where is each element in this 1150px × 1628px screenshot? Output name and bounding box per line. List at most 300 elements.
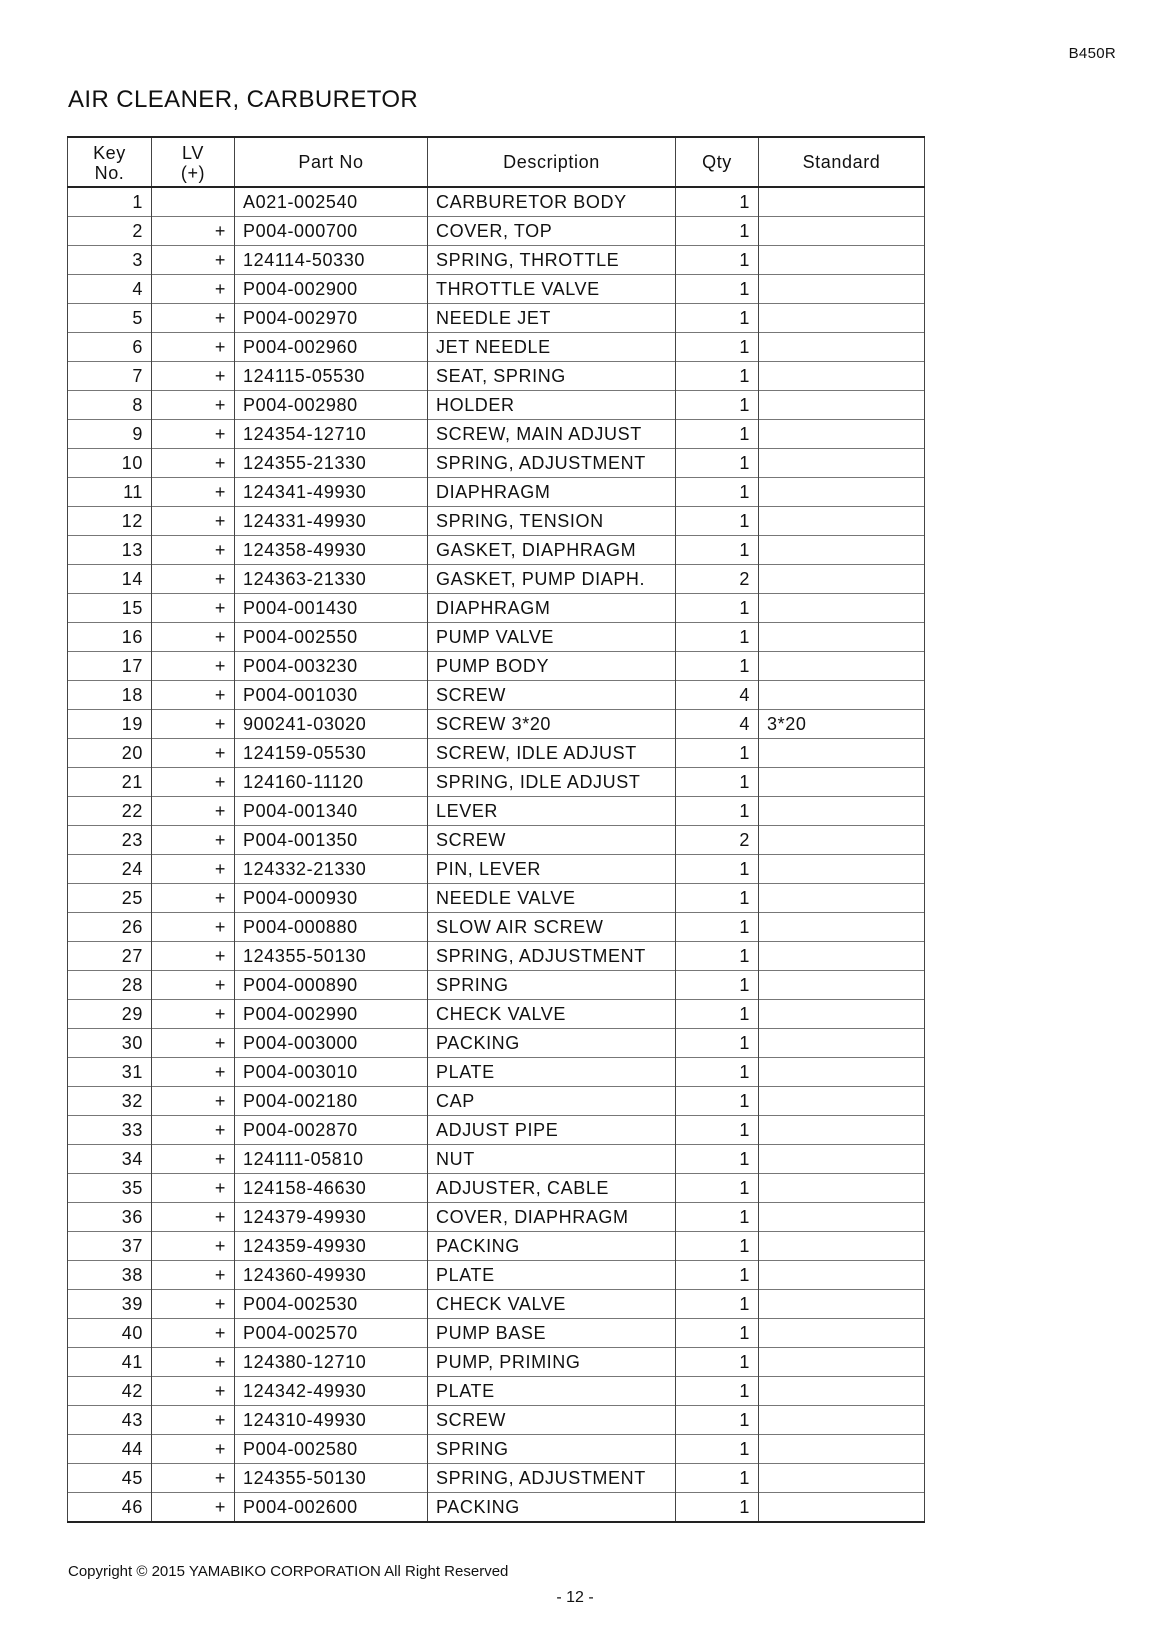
standard-cell — [759, 1464, 925, 1493]
key-no-cell: 26 — [68, 913, 152, 942]
key-no-cell: 27 — [68, 942, 152, 971]
standard-cell — [759, 1145, 925, 1174]
level-cell: + — [152, 275, 235, 304]
parts-table — [67, 136, 925, 1523]
level-cell: + — [152, 1029, 235, 1058]
table-row — [68, 884, 925, 913]
description-cell: SPRING, ADJUSTMENT — [428, 449, 676, 478]
part-no-cell: 124358-49930 — [235, 536, 428, 565]
description-cell: NEEDLE VALVE — [428, 884, 676, 913]
table-row — [68, 1377, 925, 1406]
key-no-cell: 36 — [68, 1203, 152, 1232]
standard-cell — [759, 797, 925, 826]
standard-cell — [759, 1232, 925, 1261]
standard-cell — [759, 739, 925, 768]
standard-cell — [759, 971, 925, 1000]
level-cell: + — [152, 797, 235, 826]
description-cell: GASKET, DIAPHRAGM — [428, 536, 676, 565]
key-no-cell: 39 — [68, 1290, 152, 1319]
qty-cell: 1 — [676, 478, 759, 507]
key-no-cell: 45 — [68, 1464, 152, 1493]
qty-cell: 1 — [676, 594, 759, 623]
level-cell: + — [152, 623, 235, 652]
key-no-cell: 18 — [68, 681, 152, 710]
standard-cell — [759, 420, 925, 449]
table-row — [68, 449, 925, 478]
qty-cell: 1 — [676, 1116, 759, 1145]
key-no-cell: 22 — [68, 797, 152, 826]
key-no-cell: 33 — [68, 1116, 152, 1145]
key-no-cell: 34 — [68, 1145, 152, 1174]
part-no-cell: 124354-12710 — [235, 420, 428, 449]
description-cell: DIAPHRAGM — [428, 478, 676, 507]
table-row — [68, 536, 925, 565]
qty-cell: 1 — [676, 507, 759, 536]
description-cell: SPRING, IDLE ADJUST — [428, 768, 676, 797]
qty-cell: 1 — [676, 391, 759, 420]
part-no-cell: P004-002600 — [235, 1493, 428, 1523]
qty-cell: 1 — [676, 797, 759, 826]
level-cell: + — [152, 1464, 235, 1493]
standard-cell — [759, 362, 925, 391]
description-cell: PACKING — [428, 1493, 676, 1523]
level-cell: + — [152, 391, 235, 420]
level-cell: + — [152, 768, 235, 797]
part-no-cell: P004-000700 — [235, 217, 428, 246]
level-cell: + — [152, 652, 235, 681]
description-cell: NUT — [428, 1145, 676, 1174]
qty-cell: 1 — [676, 420, 759, 449]
standard-cell — [759, 652, 925, 681]
qty-cell: 1 — [676, 913, 759, 942]
part-no-cell: P004-003010 — [235, 1058, 428, 1087]
part-no-cell: 900241-03020 — [235, 710, 428, 739]
description-cell: PUMP BASE — [428, 1319, 676, 1348]
qty-cell: 1 — [676, 333, 759, 362]
level-cell: + — [152, 710, 235, 739]
description-cell: CHECK VALVE — [428, 1000, 676, 1029]
key-no-cell: 30 — [68, 1029, 152, 1058]
table-row — [68, 652, 925, 681]
qty-cell: 4 — [676, 710, 759, 739]
key-no-cell: 9 — [68, 420, 152, 449]
qty-cell: 1 — [676, 768, 759, 797]
standard-cell — [759, 1435, 925, 1464]
key-no-cell: 46 — [68, 1493, 152, 1523]
table-row — [68, 1435, 925, 1464]
table-row — [68, 826, 925, 855]
table-row — [68, 942, 925, 971]
level-cell: + — [152, 1000, 235, 1029]
standard-cell — [759, 1493, 925, 1523]
description-cell: SEAT, SPRING — [428, 362, 676, 391]
column-header-key-no — [68, 137, 152, 187]
standard-cell — [759, 1000, 925, 1029]
level-cell: + — [152, 1232, 235, 1261]
description-cell: SPRING, THROTTLE — [428, 246, 676, 275]
qty-cell: 1 — [676, 1435, 759, 1464]
qty-cell: 1 — [676, 1000, 759, 1029]
part-no-cell: P004-002960 — [235, 333, 428, 362]
standard-cell — [759, 187, 925, 217]
standard-cell — [759, 681, 925, 710]
key-no-cell: 35 — [68, 1174, 152, 1203]
table-row — [68, 478, 925, 507]
standard-cell — [759, 333, 925, 362]
description-cell: SLOW AIR SCREW — [428, 913, 676, 942]
column-header-qty: Qty — [676, 137, 759, 187]
qty-cell: 1 — [676, 1406, 759, 1435]
part-no-cell: 124363-21330 — [235, 565, 428, 594]
qty-cell: 1 — [676, 304, 759, 333]
qty-cell: 1 — [676, 1029, 759, 1058]
qty-cell: 1 — [676, 739, 759, 768]
key-no-cell: 16 — [68, 623, 152, 652]
key-no-cell: 5 — [68, 304, 152, 333]
description-cell: SPRING, ADJUSTMENT — [428, 1464, 676, 1493]
part-no-cell: 124355-50130 — [235, 1464, 428, 1493]
description-cell: PLATE — [428, 1261, 676, 1290]
table-row — [68, 391, 925, 420]
description-cell: GASKET, PUMP DIAPH. — [428, 565, 676, 594]
key-no-cell: 20 — [68, 739, 152, 768]
standard-cell — [759, 594, 925, 623]
level-cell: + — [152, 971, 235, 1000]
part-no-cell: P004-002870 — [235, 1116, 428, 1145]
standard-cell — [759, 1116, 925, 1145]
description-cell: SPRING — [428, 1435, 676, 1464]
part-no-cell: 124380-12710 — [235, 1348, 428, 1377]
key-no-cell: 25 — [68, 884, 152, 913]
table-row — [68, 739, 925, 768]
key-no-cell: 11 — [68, 478, 152, 507]
qty-cell: 2 — [676, 826, 759, 855]
qty-cell: 1 — [676, 1290, 759, 1319]
part-no-cell: P004-002550 — [235, 623, 428, 652]
table-row — [68, 507, 925, 536]
standard-cell — [759, 1087, 925, 1116]
qty-cell: 1 — [676, 246, 759, 275]
part-no-cell: A021-002540 — [235, 187, 428, 217]
description-cell: SCREW, IDLE ADJUST — [428, 739, 676, 768]
table-row — [68, 594, 925, 623]
standard-cell — [759, 217, 925, 246]
standard-cell — [759, 1319, 925, 1348]
qty-cell: 1 — [676, 1087, 759, 1116]
part-no-cell: P004-001350 — [235, 826, 428, 855]
key-no-cell: 42 — [68, 1377, 152, 1406]
standard-cell — [759, 942, 925, 971]
description-cell: PLATE — [428, 1377, 676, 1406]
description-cell: PLATE — [428, 1058, 676, 1087]
standard-cell — [759, 768, 925, 797]
qty-cell: 1 — [676, 884, 759, 913]
qty-cell: 1 — [676, 1261, 759, 1290]
level-cell: + — [152, 1145, 235, 1174]
level-cell: + — [152, 1290, 235, 1319]
key-no-cell: 10 — [68, 449, 152, 478]
key-no-cell: 24 — [68, 855, 152, 884]
standard-cell — [759, 246, 925, 275]
column-header-description: Description — [428, 137, 676, 187]
part-no-cell: 124379-49930 — [235, 1203, 428, 1232]
table-row — [68, 1261, 925, 1290]
standard-cell — [759, 565, 925, 594]
table-row — [68, 855, 925, 884]
level-cell: + — [152, 1406, 235, 1435]
qty-cell: 4 — [676, 681, 759, 710]
table-row — [68, 623, 925, 652]
table-row — [68, 797, 925, 826]
part-no-cell: 124310-49930 — [235, 1406, 428, 1435]
qty-cell: 1 — [676, 1058, 759, 1087]
part-no-cell: P004-002580 — [235, 1435, 428, 1464]
parts-table-body — [68, 187, 925, 1522]
lv-header-line1: LV — [182, 143, 204, 163]
table-row — [68, 304, 925, 333]
table-row — [68, 1029, 925, 1058]
qty-cell: 1 — [676, 1145, 759, 1174]
part-no-cell: 124342-49930 — [235, 1377, 428, 1406]
page-title: AIR CLEANER, CARBURETOR — [68, 86, 419, 113]
part-no-cell: P004-002900 — [235, 275, 428, 304]
key-no-cell: 17 — [68, 652, 152, 681]
qty-cell: 1 — [676, 1464, 759, 1493]
part-no-cell: P004-001030 — [235, 681, 428, 710]
level-cell — [152, 187, 235, 217]
level-cell: + — [152, 1493, 235, 1523]
description-cell: CARBURETOR BODY — [428, 187, 676, 217]
column-header-part-no: Part No — [235, 137, 428, 187]
level-cell: + — [152, 681, 235, 710]
qty-cell: 1 — [676, 187, 759, 217]
part-no-cell: P004-002530 — [235, 1290, 428, 1319]
part-no-cell: P004-002970 — [235, 304, 428, 333]
key-no-cell: 23 — [68, 826, 152, 855]
standard-cell — [759, 304, 925, 333]
standard-cell — [759, 1029, 925, 1058]
part-no-cell: 124158-46630 — [235, 1174, 428, 1203]
level-cell: + — [152, 855, 235, 884]
part-no-cell: 124360-49930 — [235, 1261, 428, 1290]
table-row — [68, 1406, 925, 1435]
table-row — [68, 1493, 925, 1523]
standard-cell — [759, 913, 925, 942]
description-cell: CHECK VALVE — [428, 1290, 676, 1319]
part-no-cell: 124332-21330 — [235, 855, 428, 884]
table-row — [68, 217, 925, 246]
description-cell: HOLDER — [428, 391, 676, 420]
description-cell: PUMP VALVE — [428, 623, 676, 652]
table-row — [68, 1232, 925, 1261]
key-no-cell: 2 — [68, 217, 152, 246]
description-cell: PACKING — [428, 1232, 676, 1261]
part-no-cell: 124355-50130 — [235, 942, 428, 971]
column-header-lv — [152, 137, 235, 187]
table-row — [68, 971, 925, 1000]
table-row — [68, 275, 925, 304]
level-cell: + — [152, 565, 235, 594]
lv-header-line2: (+) — [180, 163, 206, 183]
description-cell: PIN, LEVER — [428, 855, 676, 884]
description-cell: SPRING, ADJUSTMENT — [428, 942, 676, 971]
qty-cell: 1 — [676, 1493, 759, 1523]
description-cell: SPRING — [428, 971, 676, 1000]
table-row — [68, 246, 925, 275]
description-cell: PACKING — [428, 1029, 676, 1058]
level-cell: + — [152, 1348, 235, 1377]
part-no-cell: P004-000890 — [235, 971, 428, 1000]
part-no-cell: P004-002180 — [235, 1087, 428, 1116]
qty-cell: 1 — [676, 1377, 759, 1406]
level-cell: + — [152, 594, 235, 623]
key-no-cell: 41 — [68, 1348, 152, 1377]
standard-cell — [759, 449, 925, 478]
standard-cell — [759, 623, 925, 652]
level-cell: + — [152, 304, 235, 333]
standard-cell — [759, 478, 925, 507]
qty-cell: 1 — [676, 1319, 759, 1348]
level-cell: + — [152, 739, 235, 768]
standard-cell — [759, 1348, 925, 1377]
key-no-cell: 14 — [68, 565, 152, 594]
description-cell: SCREW — [428, 681, 676, 710]
description-cell: SCREW, MAIN ADJUST — [428, 420, 676, 449]
level-cell: + — [152, 449, 235, 478]
table-row — [68, 710, 925, 739]
level-cell: + — [152, 246, 235, 275]
key-no-cell: 6 — [68, 333, 152, 362]
part-no-cell: 124111-05810 — [235, 1145, 428, 1174]
description-cell: PUMP, PRIMING — [428, 1348, 676, 1377]
key-no-cell: 12 — [68, 507, 152, 536]
level-cell: + — [152, 1203, 235, 1232]
key-no-cell: 19 — [68, 710, 152, 739]
description-cell: CAP — [428, 1087, 676, 1116]
description-cell: ADJUSTER, CABLE — [428, 1174, 676, 1203]
table-row — [68, 1348, 925, 1377]
page-number: - 12 - — [556, 1589, 594, 1606]
table-row — [68, 1087, 925, 1116]
level-cell: + — [152, 942, 235, 971]
table-row — [68, 1464, 925, 1493]
qty-cell: 1 — [676, 1348, 759, 1377]
qty-cell: 1 — [676, 362, 759, 391]
standard-cell — [759, 1406, 925, 1435]
key-no-cell: 3 — [68, 246, 152, 275]
table-row — [68, 565, 925, 594]
standard-cell — [759, 826, 925, 855]
key-no-cell: 31 — [68, 1058, 152, 1087]
level-cell: + — [152, 1174, 235, 1203]
standard-cell — [759, 1174, 925, 1203]
description-cell: DIAPHRAGM — [428, 594, 676, 623]
table-row — [68, 768, 925, 797]
standard-cell — [759, 1290, 925, 1319]
key-no-cell: 1 — [68, 187, 152, 217]
table-row — [68, 333, 925, 362]
description-cell: LEVER — [428, 797, 676, 826]
part-no-cell: P004-002980 — [235, 391, 428, 420]
level-cell: + — [152, 884, 235, 913]
qty-cell: 1 — [676, 623, 759, 652]
standard-cell — [759, 1261, 925, 1290]
description-cell: SCREW — [428, 826, 676, 855]
key-no-cell: 29 — [68, 1000, 152, 1029]
table-row — [68, 1319, 925, 1348]
table-row — [68, 1174, 925, 1203]
qty-cell: 1 — [676, 217, 759, 246]
table-row — [68, 1203, 925, 1232]
part-no-cell: 124114-50330 — [235, 246, 428, 275]
model-code: B450R — [1068, 45, 1116, 62]
table-row — [68, 1116, 925, 1145]
copyright-notice: Copyright © 2015 YAMABIKO CORPORATION All Right Reserved — [68, 1563, 509, 1580]
qty-cell: 1 — [676, 275, 759, 304]
table-row — [68, 187, 925, 217]
key-no-cell: 37 — [68, 1232, 152, 1261]
part-no-cell: P004-000930 — [235, 884, 428, 913]
standard-cell — [759, 1377, 925, 1406]
table-row — [68, 420, 925, 449]
table-header-row — [68, 137, 925, 187]
part-no-cell: 124331-49930 — [235, 507, 428, 536]
standard-cell — [759, 1203, 925, 1232]
key-no-cell: 4 — [68, 275, 152, 304]
standard-cell — [759, 1058, 925, 1087]
standard-cell — [759, 884, 925, 913]
description-cell: THROTTLE VALVE — [428, 275, 676, 304]
key-no-cell: 7 — [68, 362, 152, 391]
key-no-header-line1: Key — [93, 143, 126, 163]
table-row — [68, 1000, 925, 1029]
part-no-cell: 124160-11120 — [235, 768, 428, 797]
standard-cell — [759, 275, 925, 304]
description-cell: NEEDLE JET — [428, 304, 676, 333]
qty-cell: 1 — [676, 942, 759, 971]
part-no-cell: 124115-05530 — [235, 362, 428, 391]
level-cell: + — [152, 333, 235, 362]
key-no-cell: 15 — [68, 594, 152, 623]
key-no-cell: 32 — [68, 1087, 152, 1116]
key-no-cell: 28 — [68, 971, 152, 1000]
part-no-cell: 124341-49930 — [235, 478, 428, 507]
part-no-cell: 124159-05530 — [235, 739, 428, 768]
description-cell: JET NEEDLE — [428, 333, 676, 362]
key-no-cell: 44 — [68, 1435, 152, 1464]
part-no-cell: P004-000880 — [235, 913, 428, 942]
level-cell: + — [152, 1261, 235, 1290]
key-no-cell: 13 — [68, 536, 152, 565]
level-cell: + — [152, 1435, 235, 1464]
part-no-cell: P004-002570 — [235, 1319, 428, 1348]
key-no-cell: 43 — [68, 1406, 152, 1435]
part-no-cell: P004-001430 — [235, 594, 428, 623]
level-cell: + — [152, 420, 235, 449]
column-header-standard: Standard — [759, 137, 925, 187]
key-no-header-line2: No. — [94, 163, 125, 183]
level-cell: + — [152, 913, 235, 942]
level-cell: + — [152, 826, 235, 855]
part-no-cell: P004-001340 — [235, 797, 428, 826]
description-cell: COVER, TOP — [428, 217, 676, 246]
level-cell: + — [152, 217, 235, 246]
level-cell: + — [152, 362, 235, 391]
qty-cell: 1 — [676, 855, 759, 884]
standard-cell — [759, 391, 925, 420]
table-row — [68, 913, 925, 942]
description-cell: SCREW 3*20 — [428, 710, 676, 739]
